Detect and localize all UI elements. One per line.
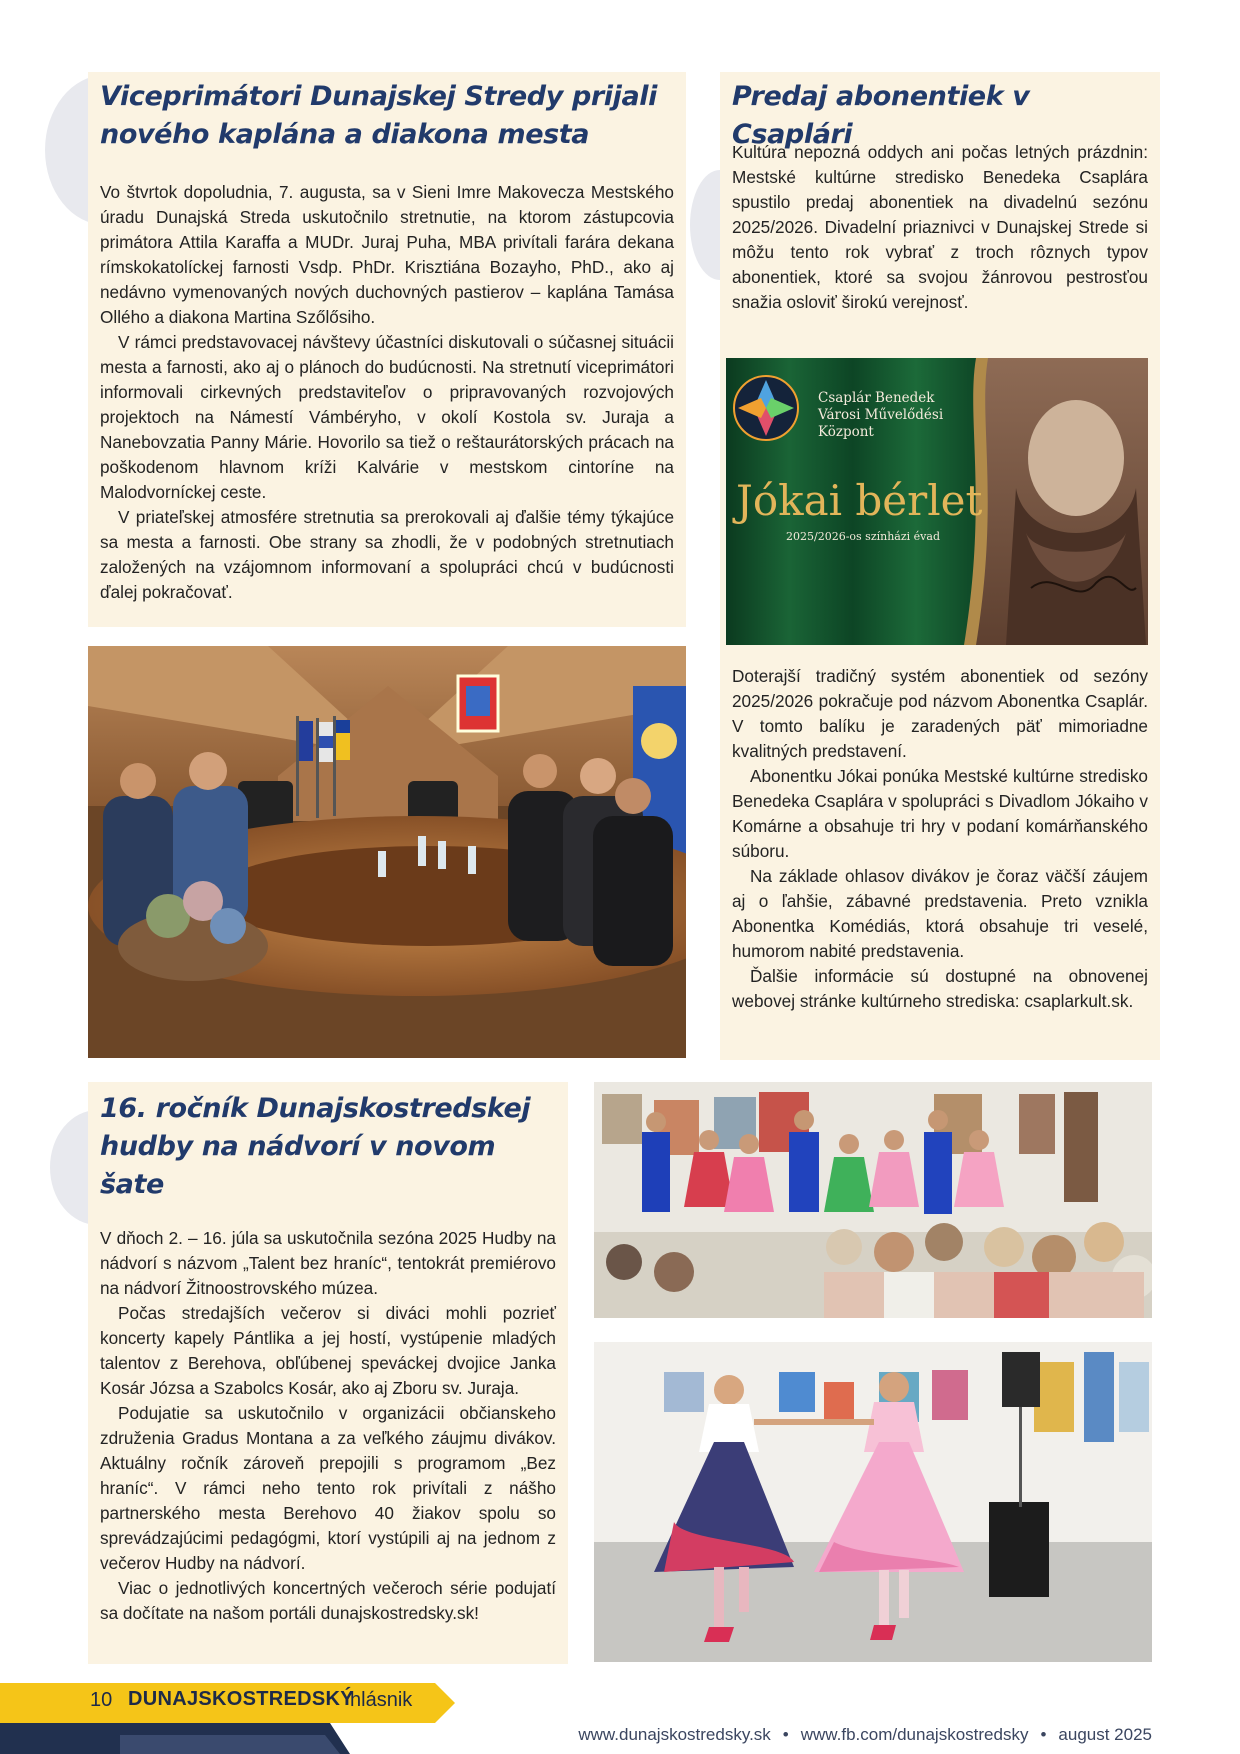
facebook-link[interactable]: www.fb.com/dunajskostredsky [800, 1725, 1029, 1744]
article-title: Viceprimátori Dunajskej Stredy prijali nového kaplána a diakona mesta [100, 81, 658, 150]
poster-season: 2025/2026-os színházi évad [786, 530, 940, 543]
folk-dance-group-photo [594, 1082, 1152, 1318]
poster-org-line: Városi Művelődési [818, 407, 944, 423]
brand-logo: DUNAJSKOSTREDSKÝ [128, 1688, 354, 1710]
paragraph: Doterajší tradičný systém abonentiek od sezóny 2025/2026 pokračuje pod názvom Abonentka Csaplár. V tomto balíku je zaradených päť mimoriadne kvalitných predstavení. [732, 666, 1148, 761]
paragraph: Počas stredajších večerov si diváci mohli pozrieť koncerty kapely Pántlika a jej hostí, vystúpenie mladých talentov z Berehova, obľúbenej speváckej dvojice Janka Kosár Józsa a Szabolcs Kosár, ako aj Zboru sv. Juraja. [100, 1303, 556, 1398]
article-box-music-courtyard [88, 1082, 568, 1664]
poster-headline: Jókai bérlet [736, 476, 983, 525]
separator: • [1040, 1725, 1047, 1744]
paragraph: Abonentku Jókai ponúka Mestské kultúrne stredisko Benedeka Csaplára v spolupráci s Divadlom Jókaiho v Komárne a obsahuje tri hry v podaní komárňanského súboru. [732, 766, 1148, 861]
poster-org-line: Csaplár Benedek [818, 390, 935, 406]
footer-navy-strip [120, 1735, 340, 1754]
paragraph: Ďalšie informácie sú dostupné na obnovenej webovej stránke kultúrneho strediska: csaplarkult.sk. [732, 966, 1148, 1011]
article-body [732, 664, 1148, 1014]
paragraph: Podujatie sa uskutočnilo v organizácii občianskeho združenia Gradus Montana a za veľkého záujmu divákov. Aktuálny ročník zároveň prepojili s programom „Bez hraníc“. V rámci neho tento rok privítali z nášho partnerského mesta Berehovo 40 žiakov spolu so sprevádzajúcimi pedagógmi, ktorí vystúpili aj na jednom z večerov Hudby na nádvorí. [100, 1403, 556, 1573]
poster-org-name [818, 390, 978, 441]
footer-links [578, 1725, 1152, 1745]
article-body [100, 180, 674, 605]
folk-dance-pair-photo [594, 1342, 1152, 1662]
article-body [100, 1226, 556, 1626]
poster-org-line: Központ [818, 424, 874, 440]
paragraph: V priateľskej atmosfére stretnutia sa prerokovali aj ďalšie témy týkajúce sa mesta a farnosti. Obe strany sa zhodli, že v podobných stretnutiach založených na vzájomnom informovaní a spolupráci chcú v budúcnosti ďalej pokračovať. [100, 507, 674, 602]
article-intro [732, 140, 1148, 315]
website-link[interactable]: www.dunajskostredsky.sk [578, 1725, 771, 1744]
paragraph: Viac o jednotlivých koncertných večeroch série podujatí sa dočítate na našom portáli dunajskostredsky.sk! [100, 1578, 556, 1623]
paragraph: Kultúra nepozná oddych ani počas letných prázdnin: Mestské kultúrne stredisko Benedeka Csaplára spustilo predaj abonentiek na divadelnú sezónu 2025/2026. Divadelní priaznivci v Dunajskej Strede si môžu tento rok vybrať z troch rôznych typov abonentiek, ktoré sa svojou žánrovou pestrosťou snažia osloviť širokú verejnosť. [732, 142, 1148, 312]
article-box-vice-mayors [88, 72, 686, 627]
jokai-poster [726, 358, 1148, 645]
brand-subtitle: hlásnik [350, 1689, 413, 1711]
article-title: Predaj abonentiek v Csaplári [732, 81, 1030, 150]
paragraph: V rámci predstavovacej návštevy účastníci diskutovali o súčasnej situácii mesta a farnosti, ako aj o plánoch do budúcnosti. Na stretnutí viceprimátori informovali cirkevných predstaviteľov o pripravovaných rozvojových projektoch na Námestí Vámbéryho, v okolí Kostola sv. Juraja a Nanebovzatia Panny Márie. Hovorilo sa tiež o reštaurátorských prácach na poškodenom hlavnom kríži Kalvárie v mestskom cintoríne na Malodvorníckej ceste. [100, 332, 674, 502]
paragraph: Na základe ohlasov divákov je čoraz väčší záujem aj o ľahšie, zábavné predstavenia. Preto vznikla Abonentka Komédiás, ktorá obsahuje tri veselé, humorom nabité predstavenia. [732, 866, 1148, 961]
paragraph: V dňoch 2. – 16. júla sa uskutočnila sezóna 2025 Hudby na nádvorí s názvom „Talent bez hraníc“, tentokrát premiérovo na nádvorí Žitnoostrovského múzea. [100, 1228, 556, 1298]
page-number: 10 [90, 1689, 113, 1711]
meeting-photo [88, 646, 686, 1058]
issue-date: august 2025 [1058, 1725, 1152, 1744]
separator: • [782, 1725, 789, 1744]
paragraph: Vo štvrtok dopoludnia, 7. augusta, sa v Sieni Imre Makovecza Mestského úradu Dunajská Streda uskutočnilo stretnutie, na ktorom zástupcovia primátora Attila Karaffa a MUDr. Juraj Puha, MBA privítali farára dekana rímskokatolíckej farnosti Vsdp. PhDr. Krisztiána Bozayho, PhD., ako aj nedávno vymenovaných nových duchovných pastierov – kaplána Tamása Olléhо a diakona Martina Szőlősiho. [100, 182, 674, 327]
article-title: 16. ročník Dunajskostredskej hudby na nádvorí v novom šate [100, 1093, 531, 1200]
